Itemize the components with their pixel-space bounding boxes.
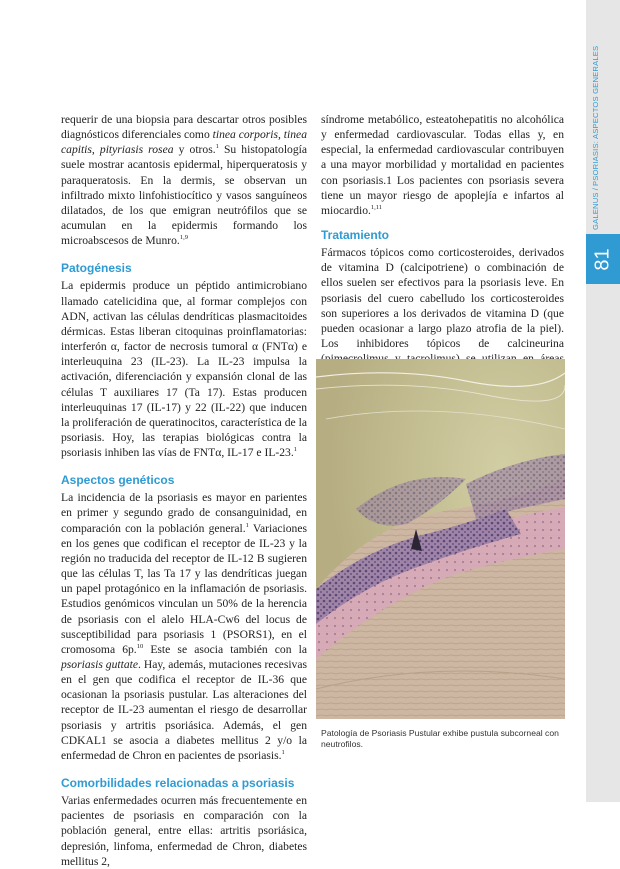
comorbidities-continued: síndrome metabólico, esteatohepatitis no alcohólica y enfermedad cardiovascular. Todas ellas y, en especial, la enfermedad cardiovascular contribuyen a una mayor morbilidad y mortalidad en pacientes con psoriasis.1 Los pacientes con psoriasis severa tiene un mayor riesgo de apoplejía e infartos al miocardio.$^{1,11}$	[321, 113, 564, 217]
intro-paragraph: requerir de una biopsia para descartar otros posibles diagnósticos diferenciales como tinea corporis, tinea capitis, pityriasis rosea y otros.$^1$ Su histopatología suele mostrar acantosis epidermal, hiperqueratosis y paraqueratosis. En la dermis, se observan un infiltrado mixto linfohistiocítico y vasos sanguíneos dilatados, de los que emigran neutrófilos que se acumulan en la epidermis formando los microabscesos de Munro.$^{1,9}$	[61, 113, 307, 248]
heading-comorbilidades: Comorbilidades relacionadas a psoriasis	[61, 776, 295, 791]
comorbidities-paragraph: Varias enfermedades ocurren más frecuentemente en pacientes de psoriasis en comparación con la población general, entre ellas: artritis psoriásica, depresión, linfoma, enfermedad de Chron, diabetes mellitus 2,	[61, 794, 307, 868]
page-number: 81	[591, 247, 614, 271]
histology-figure	[316, 359, 565, 719]
page-number-box	[586, 234, 620, 284]
treatment-paragraph: Fármacos tópicos como corticosteroides, derivados de vitamina D (calcipotriene) o combinación de ellos suelen ser efectivos para la psoriasis leve. En psoriasis del cuero cabelludo los corticosteroides son superiores a los derivados de vitamina D (que pueden ocasionar a largo plazo atrofia de la piel). Los inhibidores tópicos de calcineurina	[321, 246, 564, 351]
patogenesis-paragraph: La epidermis produce un péptido antimicrobiano llamado catelicidina que, al formar complejos con ADN, activan las células dendríticas plasmacitoides dérmicas. Estas liberan citoquinas proinflamatorias: interferón α, factor de necrosis tumoral α (FNTα) e interleuquina 23 (IL-23). La IL-23 impulsa la activación, diferenciación y expansión clonal de las células T auxiliares 17 (Ta 17). Estas producen interleuquinas 17 (IL-17) y 22 (IL-22) que inducen la proliferación de queratinocitos, característica de la psoriasis. Hoy, las terapias biológicas contra la psoriasis inhiben las vías de FNTα, IL-17 e IL-23.$^1$	[61, 279, 307, 460]
running-header	[591, 46, 600, 230]
journal-name: GALENUS	[591, 192, 600, 230]
heading-aspectos-geneticos: Aspectos genéticos	[61, 473, 175, 488]
right-column	[321, 112, 564, 397]
article-section: PSORIASIS: ASPECTOS GENERALES	[591, 45, 600, 186]
figure-caption: Patología de Psoriasis Pustular exhibe pustula subcorneal con neutrofilos.	[321, 728, 559, 749]
genetics-paragraph: La incidencia de la psoriasis es mayor en parientes en primer y segundo grado de consanguinidad, en comparación con la población general.$^1$ Variaciones en los genes que codifican el receptor de IL-23 y la región no traducida del receptor de IL-12 B sugieren que las células T, las Ta 17 y las dendríticas juegan un papel protagónico en la inflamación de psoriasis. Estudios genómicos vinculan un 50% de la herencia de psoriasis con el alelo HLA-Cw6 del locus de susceptibilidad para psoriasis 1 (PSORS1), en el cromosoma 6p.$^{10}$ Este se asocia también con la psoriasis guttate. Hay, además, mutaciones recesivas en el gen que codifica el receptor de IL-36 que ocasionan la psoriasis pustular. Las alteraciones del receptor de IL-23 aumentan el riesgo de desarrollar psoriasis y artritis psoriásica. Además, el gen CDKAL1 se asocia a diabetes mellitus 2 y/o la enfermedad de Chron en pacientes de psoriasis.$^1$	[61, 491, 308, 762]
heading-tratamiento: Tratamiento	[321, 228, 390, 243]
header-separator: /	[591, 187, 600, 191]
heading-patogenesis: Patogénesis	[61, 261, 132, 276]
left-column	[61, 112, 307, 869]
histology-micrograph	[316, 359, 565, 719]
